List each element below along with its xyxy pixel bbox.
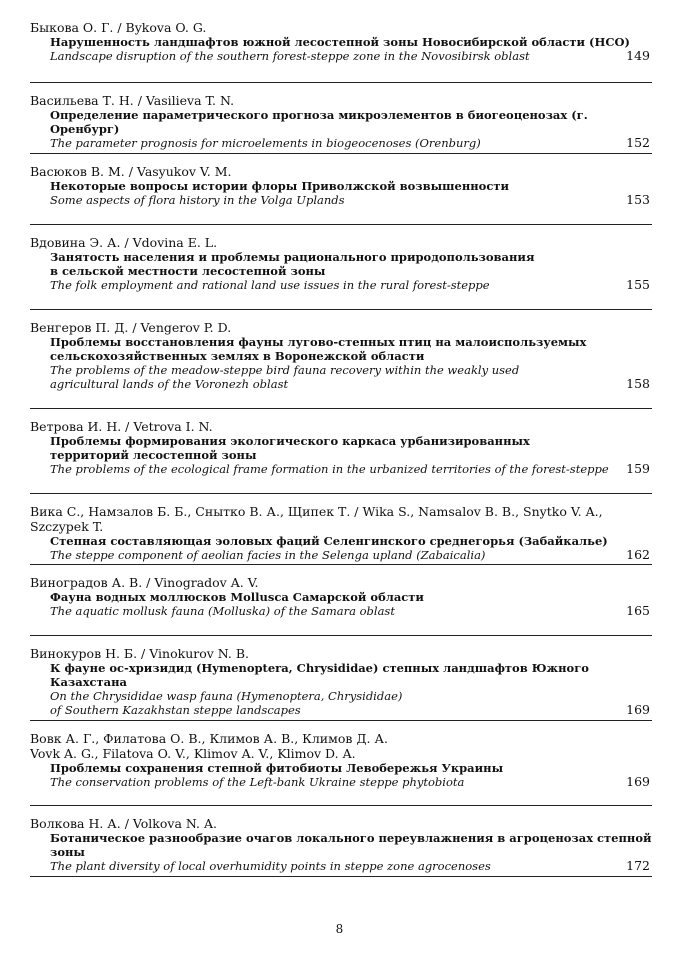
toc-entry: [30, 20, 652, 83]
entry-english-row: [50, 363, 652, 391]
entry-english-row: [50, 278, 652, 292]
entry-title-ru: Фауна водных моллюсков Mollusca Самарской области: [50, 590, 424, 604]
entry-english-row: [50, 689, 652, 717]
entry-title-ru: Занятость населения и проблемы рационального природопользования в сельской местности лесостепной зоны: [50, 250, 535, 278]
entry-authors: Венгеров П. Д. / Vengerov P. D.: [30, 320, 232, 335]
entry-authors: Виноградов А. В. / Vinogradov A. V.: [30, 575, 259, 590]
entry-english-row: [50, 548, 652, 562]
entry-authors: Вдовина Э. А. / Vdovina E. L.: [30, 235, 218, 250]
entry-english-row: [50, 136, 652, 150]
entry-english-row: [50, 193, 652, 207]
toc-entry: [30, 93, 652, 154]
toc-entry: [30, 419, 652, 494]
entry-page-number: 169: [626, 702, 650, 717]
entry-page-number: 172: [626, 858, 650, 873]
toc-entry: [30, 504, 652, 565]
entry-page-number: 162: [626, 547, 650, 562]
entry-title-ru: Проблемы восстановления фауны лугово-степных птиц на малоиспользуемых сельскохозяйственных землях в Воронежской области: [50, 335, 587, 363]
toc-entry: [30, 235, 652, 310]
entry-english-row: [50, 49, 652, 63]
entry-title-ru: Определение параметрического прогноза микроэлементов в биогеоценозах (г. Оренбург): [50, 108, 588, 136]
entry-page-number: 155: [626, 277, 650, 292]
table-of-contents: [30, 20, 652, 877]
entry-english-row: [50, 859, 652, 873]
entry-title-en: The aquatic mollusk fauna (Molluska) of the Samara oblast: [50, 604, 395, 618]
entry-authors: Вовк А. Г., Филатова О. В., Климов А. В., Климов Д. А. Vovk A. G., Filatova O. V., Klimov A. V., Klimov D. A.: [30, 731, 388, 761]
entry-page-number: 153: [626, 192, 650, 207]
entry-page-number: 152: [626, 135, 650, 150]
entry-title-ru: Нарушенность ландшафтов южной лесостепной зоны Новосибирской области (НСО): [50, 35, 630, 49]
entry-authors: Васильева Т. Н. / Vasilieva T. N.: [30, 93, 235, 108]
entry-title-en: Some aspects of flora history in the Volga Uplands: [50, 193, 345, 207]
entry-title-en: The problems of the ecological frame formation in the urbanized territories of the forest-steppe: [50, 462, 609, 476]
toc-entry: [30, 164, 652, 225]
entry-english-row: [50, 604, 652, 618]
entry-title-en: The conservation problems of the Left-bank Ukraine steppe phytobiota: [50, 775, 465, 789]
entry-title-ru: Ботаническое разнообразие очагов локального переувлажнения в агроценозах степной зоны: [50, 831, 652, 859]
entry-title-en: Landscape disruption of the southern forest-steppe zone in the Novosibirsk oblast: [50, 49, 530, 63]
entry-english-row: [50, 462, 652, 476]
entry-title-en: The plant diversity of local overhumidity points in steppe zone agrocenoses: [50, 859, 491, 873]
entry-page-number: 158: [626, 376, 650, 391]
entry-page-number: 169: [626, 774, 650, 789]
entry-title-en: The parameter prognosis for microelements in biogeocenoses (Orenburg): [50, 136, 481, 150]
entry-authors: Ветрова И. Н. / Vetrova I. N.: [30, 419, 213, 434]
toc-entry: [30, 646, 652, 721]
entry-title-ru: Проблемы сохранения степной фитобиоты Левобережья Украины: [50, 761, 504, 775]
toc-entry: [30, 816, 652, 877]
entry-authors: Волкова Н. А. / Volkova N. A.: [30, 816, 217, 831]
entry-page-number: 159: [626, 461, 650, 476]
entry-authors: Вика С., Намзалов Б. Б., Снытко В. А., Щипек Т. / Wika S., Namsalov B. B., Snytko V. A., Szczypek T.: [30, 504, 603, 534]
entry-title-en: The steppe component of aeolian facies in the Selenga upland (Zabaicalia): [50, 548, 486, 562]
page-number: 8: [335, 922, 344, 936]
entry-page-number: 149: [626, 48, 650, 63]
entry-title-ru: Некоторые вопросы истории флоры Приволжской возвышенности: [50, 179, 510, 193]
toc-entry: [30, 731, 652, 806]
toc-entry: [30, 320, 652, 409]
entry-authors: Быкова О. Г. / Bykova O. G.: [30, 20, 207, 35]
entry-authors: Васюков В. М. / Vasyukov V. M.: [30, 164, 232, 179]
entry-title-en: The problems of the meadow-steppe bird fauna recovery within the weakly used agricultural lands of the Voronezh oblast: [50, 363, 520, 391]
toc-entry: [30, 575, 652, 636]
entry-english-row: [50, 775, 652, 789]
entry-title-ru: К фауне ос-хризидид (Hymenoptera, Chrysididae) степных ландшафтов Южного Казахстана: [50, 661, 589, 689]
entry-page-number: 165: [626, 603, 650, 618]
entry-title-ru: Степная составляющая эоловых фаций Селенгинского среднегорья (Забайкалье): [50, 534, 608, 548]
entry-title-ru: Проблемы формирования экологического каркаса урбанизированных территорий лесостепной зоны: [50, 434, 530, 462]
entry-title-en: The folk employment and rational land use issues in the rural forest-steppe: [50, 278, 490, 292]
entry-authors: Винокуров Н. Б. / Vinokurov N. B.: [30, 646, 250, 661]
entry-title-en: On the Chrysididae wasp fauna (Hymenoptera, Chrysididae) of Southern Kazakhstan steppe landscapes: [50, 689, 403, 717]
